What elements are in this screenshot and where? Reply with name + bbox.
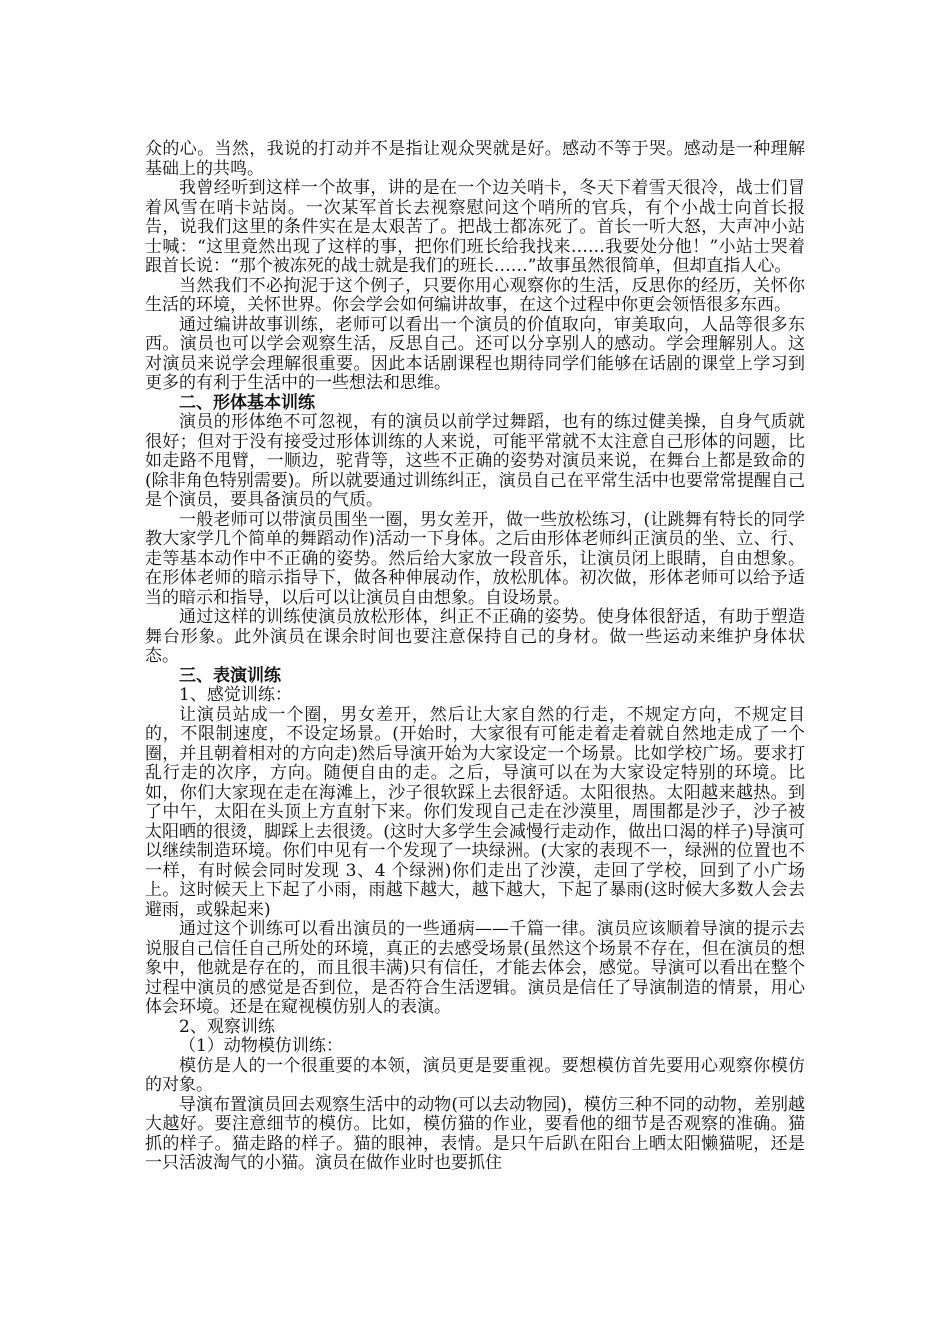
paragraph-11: 导演布置演员回去观察生活中的动物(可以去动物园)，模仿三种不同的动物，差别越大越好。要注意细节的模仿。比如，模仿猫的作业，要看他的细节是否观察的准确。猫抓的样子。猫走路的样子。猫的眼神，表情。是只午后趴在阳台上晒太阳懒猫呢，还是一只活波淘气的小猫。演员在做作业时也要抓住 [145, 1094, 805, 1173]
paragraph-6: 一般老师可以带演员围坐一圈，男女差开，做一些放松练习，(让跳舞有特长的同学教大家学几个简单的舞蹈动作)活动一下身体。之后由形体老师纠正演员的坐、立、行、走等基本动作中不正确的姿势。然后给大家放一段音乐，让演员闭上眼睛，自由想象。在形体老师的暗示指导下，做各种伸展动作，放松肌体。初次做，形体老师可以给予适当的暗示和指导，以后可以让演员自由想象。自设场景。 [145, 509, 805, 608]
document-page [145, 140, 805, 1174]
section-heading-acting-training: 三、表演训练 [179, 665, 281, 686]
paragraph-7: 通过这样的训练使演员放松形体，纠正不正确的姿势。使身体很舒适，有助于塑造舞台形象。此外演员在课余时间也要注意保持自己的身材。做一些运动来维护身体状态。 [145, 607, 805, 666]
paragraph-5: 演员的形体绝不可忽视，有的演员以前学过舞蹈，也有的练过健美操，自身气质就很好；但对于没有接受过形体训练的人来说，可能平常就不太注意自己形体的问题，比如走路不甩臂，一顺边，驼背等，这些不正确的姿势对演员来说，在舞台上都是致命的(除非角色特别需要)。所以就要通过训练纠正，演员自己在平常生活中也要常常提醒自己是个演员，要具备演员的气质。 [145, 412, 805, 510]
paragraph-10: 模仿是人的一个很重要的本领，演员更是要重视。要想模仿首先要用心观察你模仿的对象。 [145, 1055, 805, 1095]
subheading-animal-imitation: （1）动物模仿训练： [179, 1036, 343, 1056]
subheading-observation-training: 2、观察训练 [179, 1016, 275, 1037]
paragraph-1: 众的心。当然，我说的打动并不是指让观众哭就是好。感动不等于哭。感动是一种理解基础上的共鸣。 [145, 139, 805, 179]
subheading-sense-training: 1、感觉训练： [179, 685, 292, 705]
paragraph-8: 让演员站成一个圈，男女差开，然后让大家自然的行走，不规定方向，不规定目的，不限制速度，不设定场景。(开始时，大家很有可能走着走着就自然地走成了一个圈，并且朝着相对的方向走)然后导演开始为大家设定一个场景。比如学校广场。要求打乱行走的次序，方向。随便自由的走。之后，导演可以在为大家设定特别的环境。比如，你们大家现在走在海滩上，沙子很软踩上去很舒适。太阳很热。太阳越来越热。到了中午，太阳在头顶上方直射下来。你们发现自己走在沙漠里，周围都是沙子，沙子被太阳晒的很烫，脚踩上去很烫。(这时大多学生会减慢行走动作，做出口渴的样子)导演可以继续制造环境。你们中见有一个发现了一块绿洲。(大家的表现不一，绿洲的位置也不一样，有时候会同时发现 3、4 个绿洲)你们走出了沙漠，走回了学校，回到了小广场上。这时候天上下起了小雨，雨越下越大，越下越大，下起了暴雨(这时候大多数人会去避雨，或躲起来) [145, 704, 805, 920]
section-heading-body-training: 二、形体基本训练 [179, 392, 315, 413]
paragraph-2: 我曾经听到这样一个故事，讲的是在一个边关哨卡，冬天下着雪天很冷，战士们冒着风雪在哨卡站岗。一次某军首长去视察慰问这个哨所的官兵，有个小战士向首长报告，说我们这里的条件实在是太艰苦了。把战士都冻死了。首长一听大怒，大声冲小站士喊：“这里竟然出现了这样的事，把你们班长给我找来……我要处分他！”小站士哭着跟首长说：“那个被冻死的战士就是我们的班长……”故事虽然很简单，但却直指人心。 [145, 178, 805, 276]
paragraph-9: 通过这个训练可以看出演员的一些通病——千篇一律。演员应该顺着导演的提示去说服自己信任自己所处的环境，真正的去感受场景(虽然这个场景不存在，但在演员的想象中，他就是存在的，而且很丰满)只有信任，才能去体会，感觉。导演可以看出在整个过程中演员的感觉是否到位，是否符合生活逻辑。演员是信任了导演制造的情景，用心体会环境。还是在窥视模仿别人的表演。 [145, 919, 805, 1017]
paragraph-4: 通过编讲故事训练，老师可以看出一个演员的价值取向，审美取向，人品等很多东西。演员也可以学会观察生活，反思自己。还可以分享别人的感动。学会理解别人。这对演员来说学会理解很重要。因此本话剧课程也期待同学们能够在话剧的课堂上学习到更多的有利于生活中的一些想法和思维。 [145, 314, 805, 393]
paragraph-3: 当然我们不必拘泥于这个例子，只要你用心观察你的生活，反思你的经历，关怀你生活的环境，关怀世界。你会学会如何编讲故事，在这个过程中你更会领悟很多东西。 [145, 275, 805, 315]
